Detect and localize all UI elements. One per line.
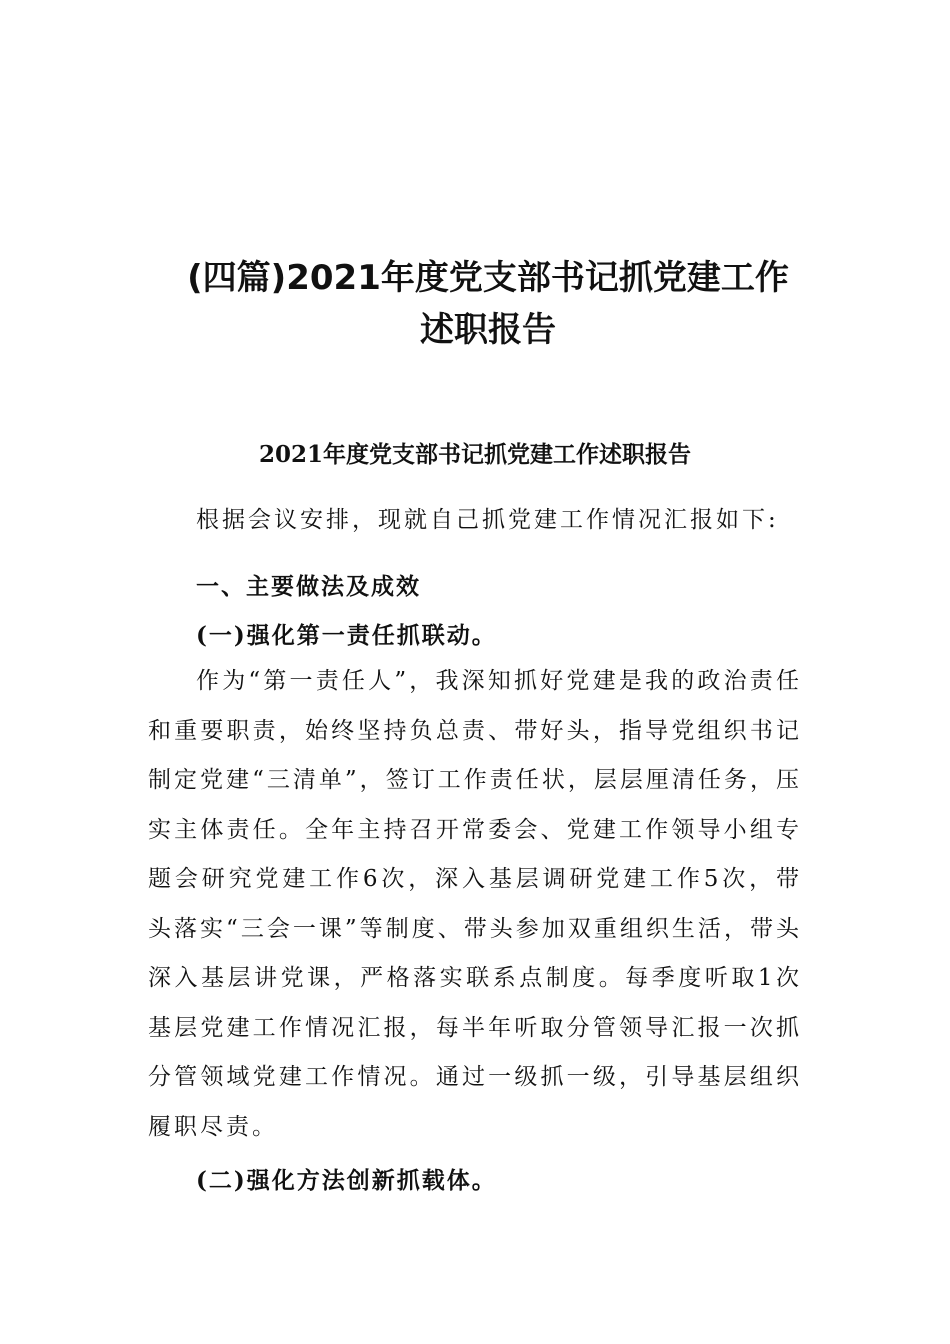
intro-paragraph: 根据会议安排，现就自己抓党建工作情况汇报如下: bbox=[196, 507, 779, 533]
document-title-line-1: (四篇)2021年度党支部书记抓党建工作 bbox=[187, 258, 789, 298]
document-title-line-2: 述职报告 bbox=[420, 310, 556, 350]
subsection-heading-method-innovation: (二)强化方法创新抓载体。 bbox=[196, 1167, 497, 1194]
section-heading-main-practices: 一、主要做法及成效 bbox=[196, 573, 421, 600]
document-title bbox=[148, 252, 828, 356]
subsection-heading-first-responsibility: (一)强化第一责任抓联动。 bbox=[196, 622, 497, 649]
report-subtitle: 2021年度党支部书记抓党建工作述职报告 bbox=[258, 441, 691, 468]
body-paragraph-first-responsibility: 作为“第一责任人”，我深知抓好党建是我的政治责任和重要职责，始终坚持负总责、带好头，指导党组织书记制定党建“三清单”，签订工作责任状，层层厘清任务，压实主体责任。全年主持召开常委会、党建工作领导小组专题会研究党建工作6次，深入基层调研党建工作5次，带头落实“三会一课”等制度、带头参加双重组织生活，带头深入基层讲党课，严格落实联系点制度。每季度听取1次基层党建工作情况汇报，每半年听取分管领导汇报一次抓分管领域党建工作情况。通过一级抓一级，引导基层组织履职尽责。 bbox=[148, 668, 802, 1140]
